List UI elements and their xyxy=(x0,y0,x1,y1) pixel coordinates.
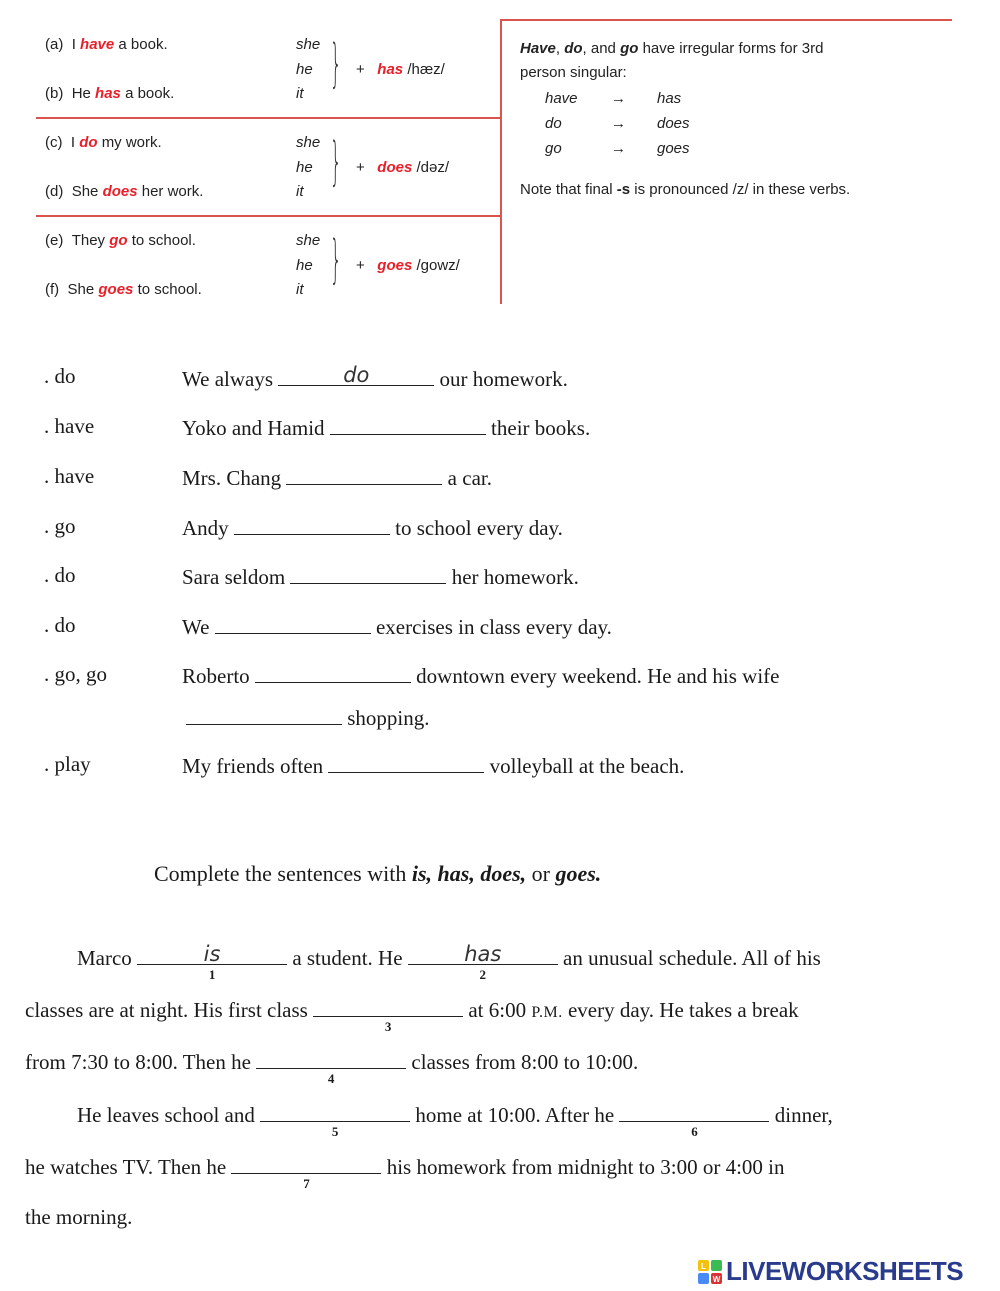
arrow-icon: → xyxy=(611,140,626,157)
explanation-intro: Have, do, and go have irregular forms for 3rd person singular: xyxy=(520,40,824,81)
answer-blank[interactable] xyxy=(186,703,342,725)
sentence-1: We always do our homework. xyxy=(182,363,568,391)
answer-blank-6[interactable]: 6 xyxy=(619,1100,769,1122)
sentence-2: Yoko and Hamid their books. xyxy=(182,413,590,441)
liveworksheets-logo[interactable] xyxy=(698,1256,963,1287)
list-item: . go, go xyxy=(44,662,107,686)
sentence-6: We exercises in class every day. xyxy=(182,612,612,640)
svg-text:L: L xyxy=(701,1261,706,1271)
third-person-form: + goes /gowz/ xyxy=(356,257,460,274)
answer-blank[interactable] xyxy=(215,612,371,634)
list-item: . have xyxy=(44,414,95,438)
pronoun-she: she xyxy=(296,232,321,249)
instruction: Complete the sentences with is, has, does, or goes. xyxy=(154,861,602,886)
list-item: . do xyxy=(44,364,76,388)
pronoun-he: he xyxy=(296,257,313,274)
paragraph-1-line-3: from 7:30 to 8:00. Then he 4 classes from 8:00 to 10:00. xyxy=(25,1047,638,1075)
sentence-8: My friends often volleyball at the beach. xyxy=(182,751,684,779)
example-a: (a) I have a book. xyxy=(45,36,168,53)
example-b: (b) He has a book. xyxy=(45,85,175,102)
list-item: . play xyxy=(44,752,91,776)
third-person-form: + has /hæz/ xyxy=(356,61,445,78)
answer-blank-7[interactable]: 7 xyxy=(231,1152,381,1174)
list-item: . go xyxy=(44,514,76,538)
explanation-note: Note that final -s is pronounced /z/ in these verbs. xyxy=(520,181,851,198)
list-item: . do xyxy=(44,563,76,587)
paragraph-1-line-2: classes are at night. His first class 3 at 6:00 P.M. every day. He takes a break xyxy=(25,995,799,1023)
row-divider-1 xyxy=(36,117,500,119)
pronoun-it: it xyxy=(296,281,304,298)
liveworksheets-logo-icon xyxy=(698,1260,722,1284)
pronoun-he: he xyxy=(296,159,313,176)
answer-blank[interactable] xyxy=(286,463,442,485)
logo-text: LIVEWORKSHEETS xyxy=(726,1256,964,1286)
paragraph-2-line-2: he watches TV. Then he 7 his homework from midnight to 3:00 or 4:00 in xyxy=(25,1152,785,1180)
answer-blank[interactable] xyxy=(255,661,411,683)
answer-blank-5[interactable]: 5 xyxy=(260,1100,410,1122)
pair-form: does xyxy=(657,115,690,132)
svg-text:W: W xyxy=(712,1274,721,1284)
answer-blank-2[interactable]: has 2 xyxy=(408,943,558,965)
sentence-7-line-2: shopping. xyxy=(186,703,430,731)
pair-base: have xyxy=(545,90,578,107)
paragraph-2-line-1: He leaves school and 5 home at 10:00. After he 6 dinner, xyxy=(77,1100,833,1128)
paragraph-2-line-3: the morning. xyxy=(25,1205,133,1229)
pair-form: has xyxy=(657,90,682,107)
answer-blank-3[interactable]: 3 xyxy=(313,995,463,1017)
example-d: (d) She does her work. xyxy=(45,183,204,200)
example-c: (c) I do my work. xyxy=(45,134,162,151)
pronoun-it: it xyxy=(296,183,304,200)
brace-icon: } xyxy=(330,132,342,192)
sentence-7: Roberto downtown every weekend. He and his wife xyxy=(182,661,779,689)
pair-form: goes xyxy=(657,140,690,157)
brace-icon: } xyxy=(330,230,342,290)
list-item: . have xyxy=(44,464,95,488)
pair-base: go xyxy=(545,140,562,157)
answer-blank[interactable] xyxy=(328,751,484,773)
example-f: (f) She goes to school. xyxy=(45,281,202,298)
table-divider xyxy=(500,19,502,304)
sentence-5: Sara seldom her homework. xyxy=(182,562,579,590)
pronoun-he: he xyxy=(296,61,313,78)
paragraph-1-line-1: Marco is 1 a student. He has 2 an unusual schedule. All of his xyxy=(77,942,821,982)
pronoun-she: she xyxy=(296,134,321,151)
third-person-form: + does /dəz/ xyxy=(356,159,449,176)
row-divider-2 xyxy=(36,215,500,217)
arrow-icon: → xyxy=(611,115,626,132)
answer-blank[interactable] xyxy=(330,413,486,435)
sentence-4: Andy to school every day. xyxy=(182,513,563,541)
answer-blank-4[interactable]: 4 xyxy=(256,1047,406,1069)
sentence-3: Mrs. Chang a car. xyxy=(182,463,492,491)
pronoun-it: it xyxy=(296,85,304,102)
answer-blank[interactable] xyxy=(290,562,446,584)
table-top-border xyxy=(500,19,952,21)
answer-blank-1[interactable]: is 1 xyxy=(137,943,287,965)
example-e: (e) They go to school. xyxy=(45,232,196,249)
list-item: . do xyxy=(44,613,76,637)
brace-icon: } xyxy=(330,34,342,94)
answer-blank[interactable] xyxy=(234,513,390,535)
arrow-icon: → xyxy=(611,90,626,107)
answer-blank[interactable]: do xyxy=(278,364,434,386)
pair-base: do xyxy=(545,115,562,132)
pronoun-she: she xyxy=(296,36,321,53)
